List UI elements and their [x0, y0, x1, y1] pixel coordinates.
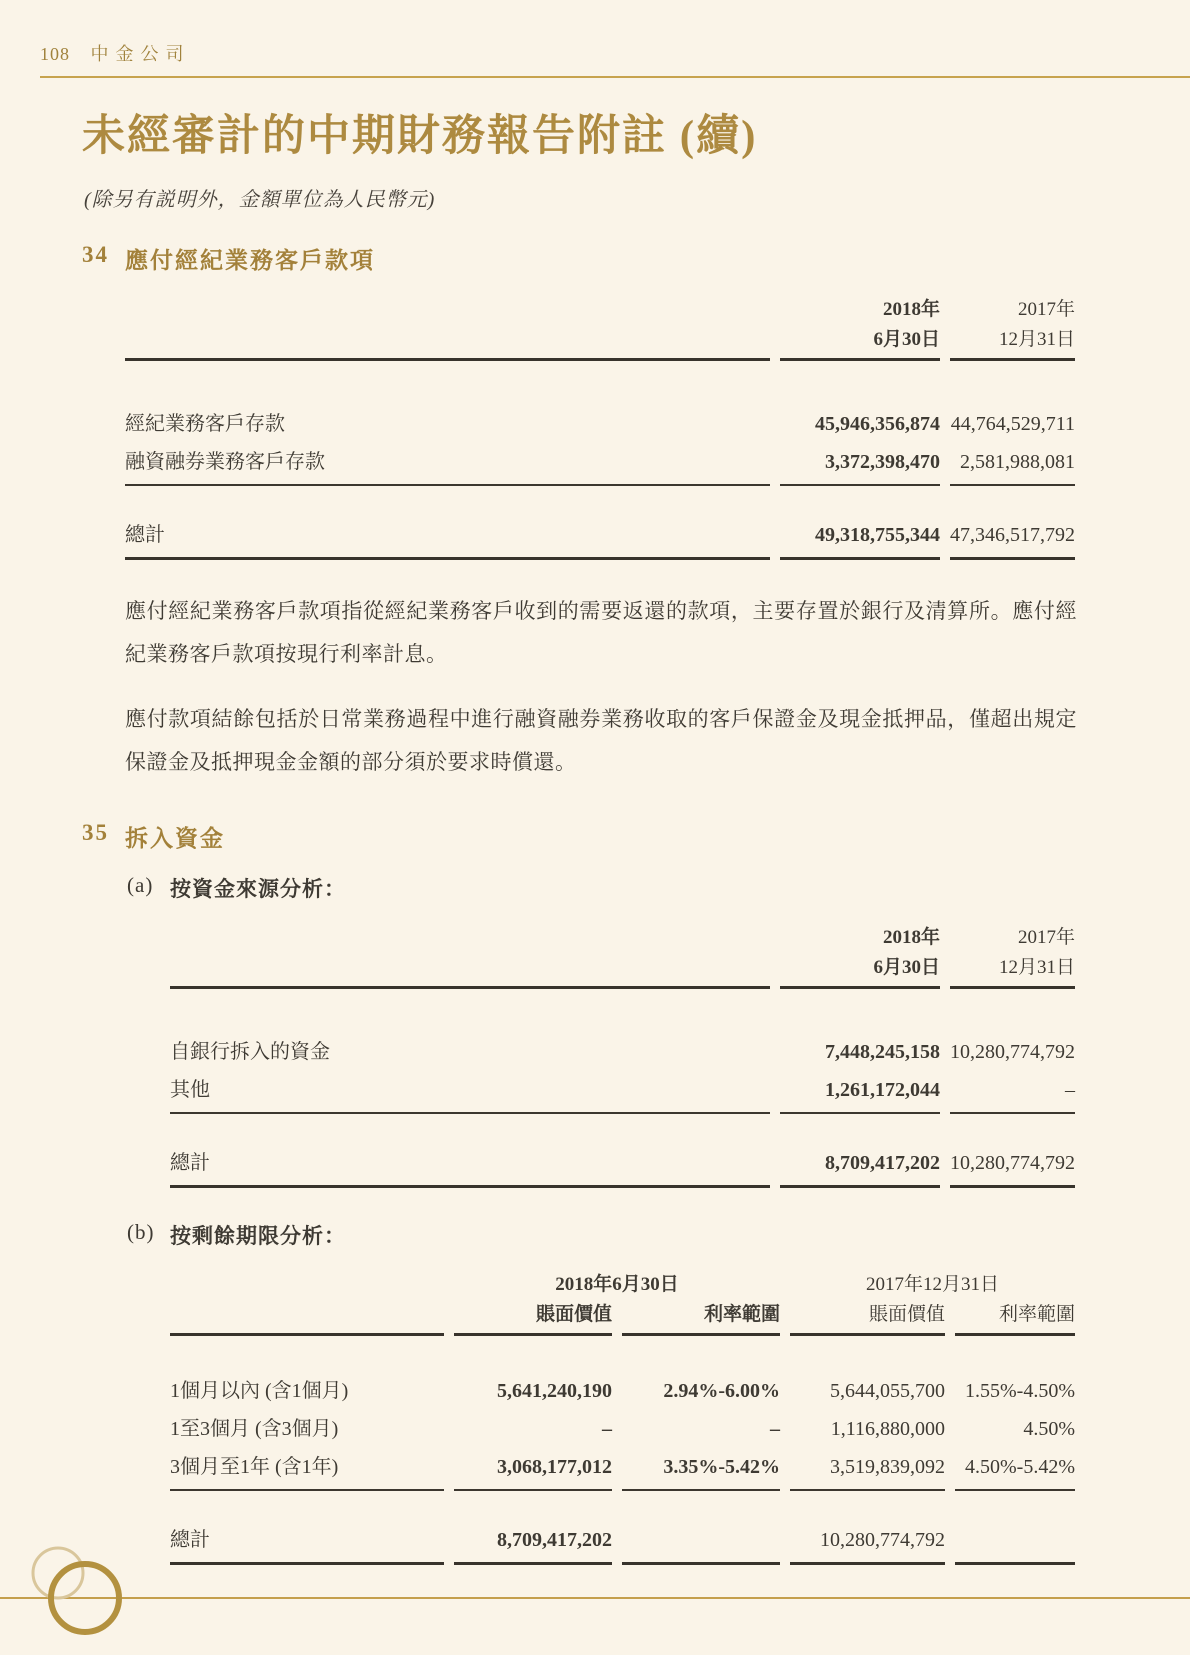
- note-paragraph-1: 應付經紀業務客戶款項指從經紀業務客戶收到的需要返還的款項，主要存置於銀行及清算所。應付經紀業務客戶款項按現行利率計息。: [125, 599, 1077, 667]
- col-header-carrying-2017: 賬面價值: [868, 1304, 945, 1326]
- section-34-heading: [82, 242, 1190, 275]
- col-header-2017: 2017年 12月31日: [998, 927, 1075, 979]
- table-row-value-2017: –: [1065, 1079, 1075, 1102]
- rate-2017: 1.55%-4.50%: [965, 1380, 1075, 1403]
- document-page: [0, 40, 1190, 1655]
- page-header: [40, 40, 1190, 66]
- col-header-rate-2017: 利率範圍: [998, 1304, 1075, 1326]
- section-34-number: 34: [82, 242, 109, 267]
- total-row-label: 總計: [170, 1529, 210, 1552]
- total-row-label: 總計: [125, 524, 165, 546]
- col-header-2017: 2017年 12月31日: [998, 299, 1075, 350]
- table-row-value-2018: 45,946,356,874: [815, 413, 940, 435]
- maturity-row-label: 1個月以內 (含1個月): [170, 1380, 349, 1403]
- subsection-b-heading: [127, 1220, 1190, 1250]
- col-header-2018: 2018年 6月30日: [873, 299, 940, 350]
- table-row-value-2017: 2,581,988,081: [960, 451, 1075, 473]
- table-row-value-2017: 10,280,774,792: [950, 1041, 1075, 1064]
- table-row-value-2017: 44,764,529,711: [950, 413, 1075, 435]
- total-value-2017: 10,280,774,792: [950, 1152, 1075, 1175]
- section-35-heading: [82, 820, 1190, 853]
- rate-2017: 4.50%-5.42%: [965, 1456, 1075, 1479]
- payables-to-brokerage-clients-table: [125, 295, 1075, 560]
- subsection-a-tag: (a): [127, 873, 154, 898]
- rate-2017: 4.50%: [1023, 1418, 1075, 1441]
- section-35-title: 拆入資金: [125, 826, 225, 852]
- table-row-label: 融資融券業務客戶存款: [125, 451, 325, 473]
- footer-circles-decoration: [0, 1525, 180, 1655]
- header-rule: [40, 76, 1190, 78]
- total-carrying-2017: 10,280,774,792: [820, 1529, 945, 1552]
- carrying-2018: 3,068,177,012: [497, 1456, 612, 1479]
- borrowings-by-source-table: [170, 923, 1075, 1188]
- carrying-2017: 1,116,880,000: [830, 1418, 945, 1441]
- maturity-row-label: 1至3個月 (含3個月): [170, 1418, 339, 1441]
- maturity-row-label: 3個月至1年 (含1年): [170, 1456, 339, 1479]
- table-row-label: 自銀行拆入的資金: [170, 1041, 330, 1064]
- table-row-value-2018: 3,372,398,470: [825, 451, 940, 473]
- table-row-value-2018: 1,261,172,044: [825, 1079, 940, 1102]
- section-34-title: 應付經紀業務客戶款項: [125, 248, 375, 273]
- group-header-2018: 2018年6月30日: [555, 1274, 679, 1296]
- subsection-a-title: 按資金來源分析：: [170, 877, 346, 902]
- rate-2018: 3.35%-5.42%: [663, 1456, 780, 1479]
- total-value-2017: 47,346,517,792: [950, 524, 1075, 546]
- borrowings-by-maturity-table: [170, 1270, 1075, 1565]
- total-value-2018: 49,318,755,344: [815, 524, 940, 546]
- carrying-2018: 5,641,240,190: [497, 1380, 612, 1403]
- subsection-b-title: 按剩餘期限分析：: [170, 1224, 346, 1249]
- rate-2018: 2.94%-6.00%: [663, 1380, 780, 1403]
- rate-2018: –: [770, 1418, 780, 1441]
- total-carrying-2018: 8,709,417,202: [497, 1529, 612, 1552]
- carrying-2018: –: [602, 1418, 612, 1441]
- col-header-rate-2018: 利率範圍: [703, 1304, 780, 1326]
- total-row-label: 總計: [170, 1152, 210, 1175]
- carrying-2017: 5,644,055,700: [830, 1380, 945, 1403]
- total-value-2018: 8,709,417,202: [825, 1152, 940, 1175]
- table-row-label: 其他: [170, 1079, 210, 1102]
- table-row-label: 經紀業務客戶存款: [125, 413, 285, 435]
- col-header-2018: 2018年 6月30日: [873, 927, 940, 979]
- col-header-carrying-2018: 賬面價值: [535, 1304, 612, 1326]
- note-paragraph-2: 應付款項結餘包括於日常業務過程中進行融資融券業務收取的客戶保證金及現金抵押品，僅超出規定保證金及抵押現金金額的部分須於要求時償還。: [125, 707, 1077, 775]
- table-row-value-2018: 7,448,245,158: [825, 1041, 940, 1064]
- subsection-a-heading: [127, 873, 1190, 903]
- carrying-2017: 3,519,839,092: [830, 1456, 945, 1479]
- document-title: 未經審計的中期財務報告附註 (續): [82, 113, 758, 160]
- company-name: 中金公司: [90, 44, 191, 64]
- document-subtitle: (除另有説明外，金額單位為人民幣元): [84, 189, 436, 211]
- group-header-2017: 2017年12月31日: [865, 1274, 999, 1296]
- section-35-number: 35: [82, 820, 109, 846]
- subsection-b-tag: (b): [127, 1220, 155, 1245]
- page-number: 108: [40, 44, 70, 64]
